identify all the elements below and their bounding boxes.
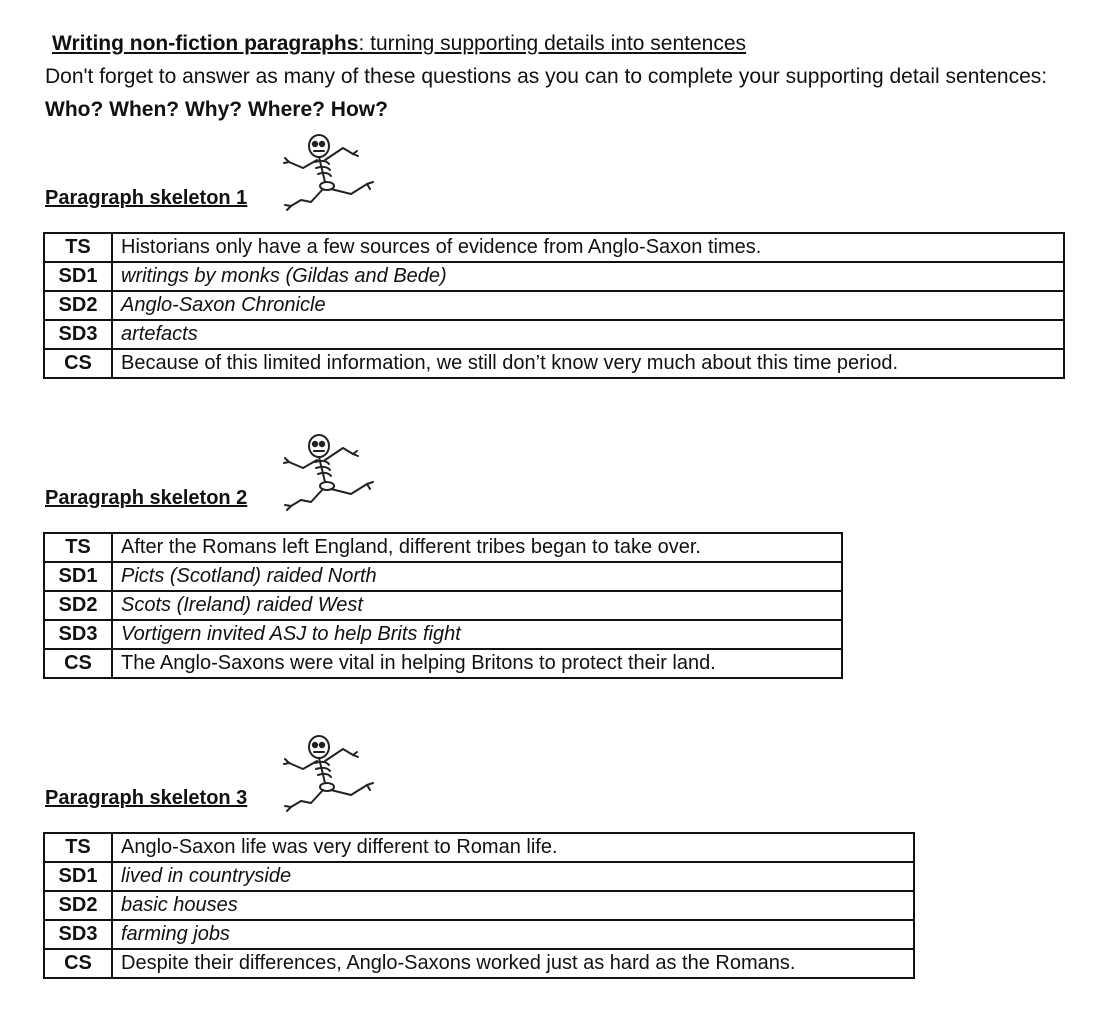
row-label: CS bbox=[44, 649, 112, 678]
row-label: SD2 bbox=[44, 591, 112, 620]
paragraph-table bbox=[43, 532, 843, 679]
row-label: TS bbox=[44, 833, 112, 862]
table-row bbox=[44, 620, 842, 649]
table-row bbox=[44, 262, 1064, 291]
row-text: farming jobs bbox=[112, 920, 914, 949]
table-row bbox=[44, 920, 914, 949]
page-title: Writing non-fiction paragraphs: turning supporting details into sentences bbox=[52, 32, 747, 55]
row-label: SD2 bbox=[44, 891, 112, 920]
table-row bbox=[44, 591, 842, 620]
row-text: Because of this limited information, we still don’t know very much about this time period. bbox=[112, 349, 1064, 378]
skeleton-heading: Paragraph skeleton 1 bbox=[45, 187, 248, 209]
row-label: CS bbox=[44, 349, 112, 378]
table-row bbox=[44, 320, 1064, 349]
table-row bbox=[44, 949, 914, 978]
skeleton-heading: Paragraph skeleton 2 bbox=[45, 487, 248, 509]
row-text: Historians only have a few sources of evidence from Anglo-Saxon times. bbox=[112, 233, 1064, 262]
row-label: SD1 bbox=[44, 262, 112, 291]
table-row bbox=[44, 562, 842, 591]
row-text: Picts (Scotland) raided North bbox=[112, 562, 842, 591]
table-row bbox=[44, 349, 1064, 378]
table-row bbox=[44, 233, 1064, 262]
row-label: TS bbox=[44, 233, 112, 262]
row-text: basic houses bbox=[112, 891, 914, 920]
row-label: SD2 bbox=[44, 291, 112, 320]
skeleton-heading: Paragraph skeleton 3 bbox=[45, 787, 248, 809]
table-row bbox=[44, 891, 914, 920]
row-text: artefacts bbox=[112, 320, 1064, 349]
row-text: Scots (Ireland) raided West bbox=[112, 591, 842, 620]
instructions: Don't forget to answer as many of these questions as you can to complete your supporting detail sentences: Who? When? Why? Where? How? bbox=[45, 65, 1048, 121]
table-row bbox=[44, 833, 914, 862]
row-label: SD1 bbox=[44, 562, 112, 591]
row-text: Anglo-Saxon life was very different to Roman life. bbox=[112, 833, 914, 862]
row-text: writings by monks (Gildas and Bede) bbox=[112, 262, 1064, 291]
running-skeleton-icon bbox=[276, 733, 386, 813]
row-text: The Anglo-Saxons were vital in helping Britons to protect their land. bbox=[112, 649, 842, 678]
guiding-questions: Who? When? Why? Where? How? bbox=[45, 98, 388, 121]
table-row bbox=[44, 291, 1064, 320]
row-label: SD1 bbox=[44, 862, 112, 891]
row-label: TS bbox=[44, 533, 112, 562]
row-label: SD3 bbox=[44, 620, 112, 649]
running-skeleton-icon bbox=[276, 132, 386, 212]
row-text: Vortigern invited ASJ to help Brits fight bbox=[112, 620, 842, 649]
table-row bbox=[44, 649, 842, 678]
row-label: SD3 bbox=[44, 320, 112, 349]
row-text: Anglo-Saxon Chronicle bbox=[112, 291, 1064, 320]
running-skeleton-icon bbox=[276, 432, 386, 512]
row-text: lived in countryside bbox=[112, 862, 914, 891]
row-label: CS bbox=[44, 949, 112, 978]
row-label: SD3 bbox=[44, 920, 112, 949]
paragraph-table bbox=[43, 232, 1065, 379]
table-row bbox=[44, 533, 842, 562]
row-text: Despite their differences, Anglo-Saxons worked just as hard as the Romans. bbox=[112, 949, 914, 978]
row-text: After the Romans left England, different tribes began to take over. bbox=[112, 533, 842, 562]
paragraph-table bbox=[43, 832, 915, 979]
table-row bbox=[44, 862, 914, 891]
